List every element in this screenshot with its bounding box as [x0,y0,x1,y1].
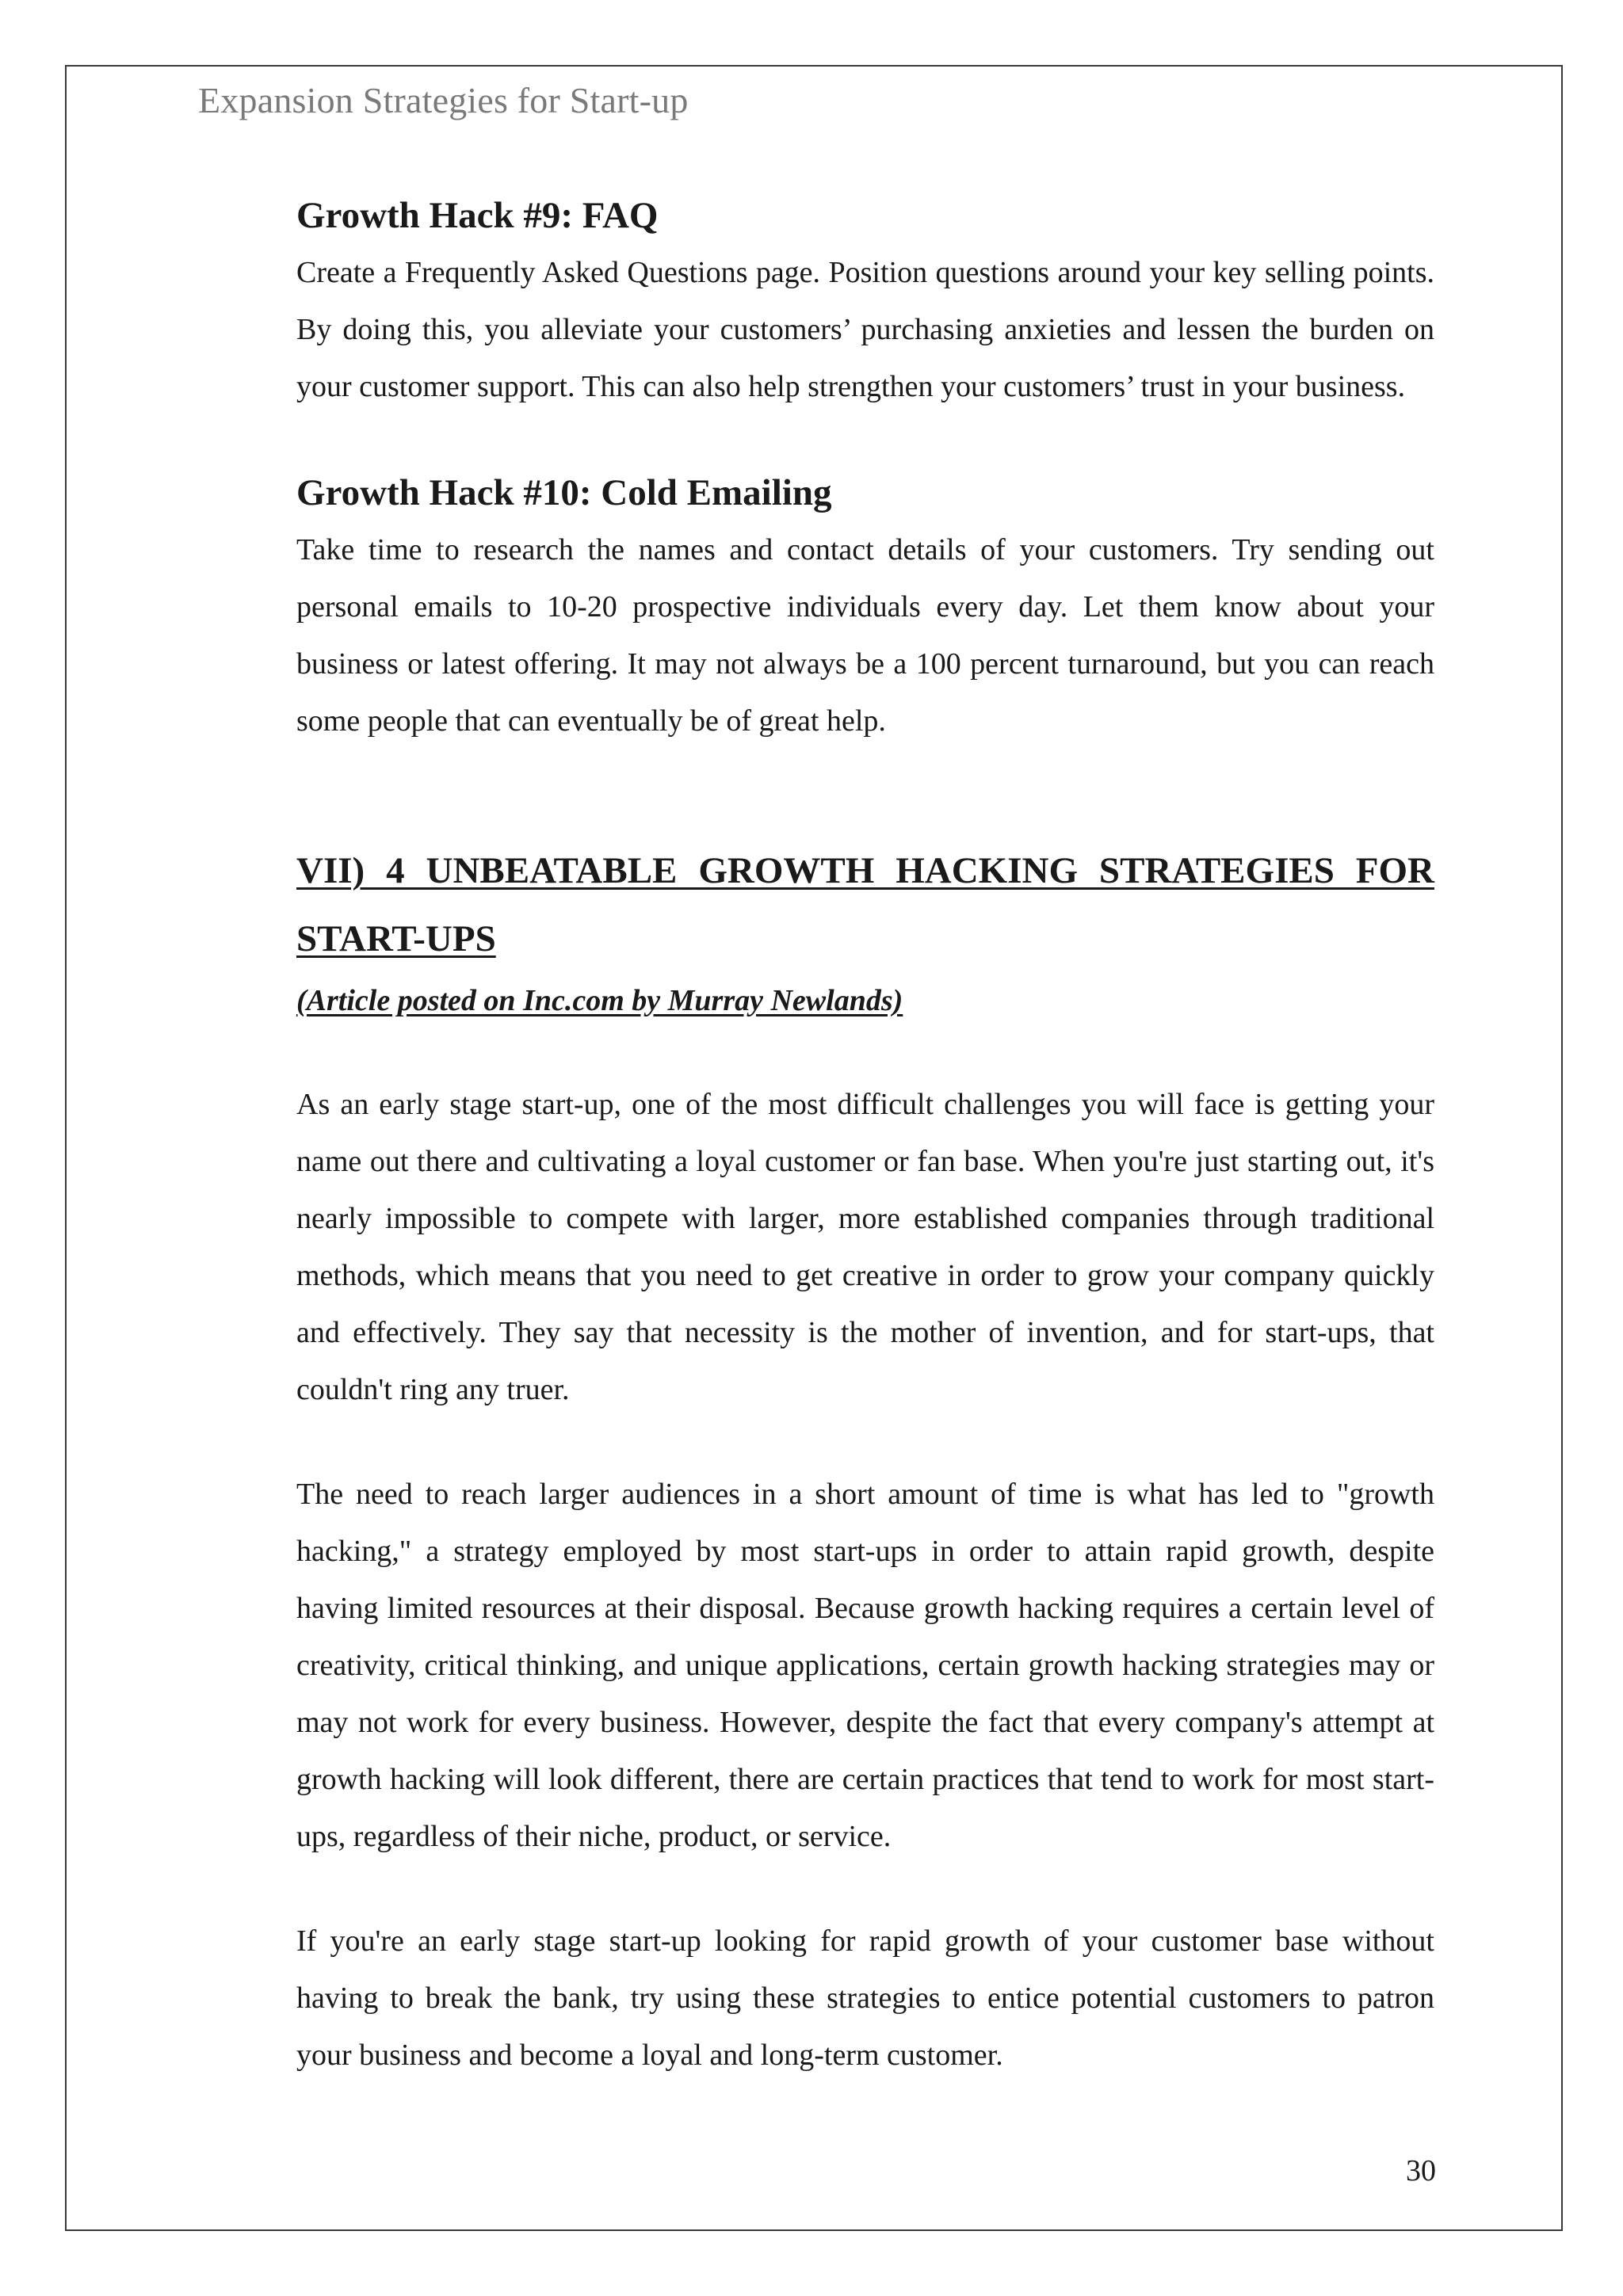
article-byline: (Article posted on Inc.com by Murray Newlands) [296,984,903,1017]
spacer [296,1865,1434,1913]
spacer [296,415,1434,464]
running-header: Expansion Strategies for Start-up [198,80,689,120]
page-content [296,187,1434,2084]
section-paragraph-3: If you're an early stage start-up looking for rapid growth of your customer base without having to break the bank, try using these strategies to entice potential customers to patron your business and become a loyal and long-term customer. [296,1924,1434,2072]
growth-hack-10-body: Take time to research the names and contact details of your customers. Try sending out personal emails to 10-20 prospective individuals every day. Let them know about your business or latest offering. It may not always be a 100 percent turnaround, but you can reach some people that can eventually be of great help. [296,533,1434,738]
section-paragraph-1: As an early stage start-up, one of the most difficult challenges you will face is getting your name out there and cultivating a loyal customer or fan base. When you're just starting out, it's nearly impossible to compete with larger, more established companies through traditional methods, which means that you need to get creative in order to grow your company quickly and effectively. They say that necessity is the mother of invention, and for start-ups, that couldn't ring any truer. [296,1088,1434,1406]
spacer [296,1418,1434,1466]
spacer [296,749,1434,837]
page-number: 30 [1406,2154,1436,2187]
growth-hack-9-heading: Growth Hack #9: FAQ [296,195,659,236]
growth-hack-10-heading: Growth Hack #10: Cold Emailing [296,472,832,513]
section-paragraph-2: The need to reach larger audiences in a short amount of time is what has led to "growth hacking," a strategy employed by most start-ups in order to attain rapid growth, despite having limited resources at their disposal. Because growth hacking requires a certain level of creativity, critical thinking, and unique applications, certain growth hacking strategies may or may not work for every business. However, despite the fact that every company's attempt at growth hacking will look different, there are certain practices that tend to work for most start-ups, regardless of their niche, product, or service. [296,1478,1434,1853]
growth-hack-9-body: Create a Frequently Asked Questions page. Position questions around your key selling points. By doing this, you alleviate your customers’ purchasing anxieties and lessen the burden on your customer support. This can also help strengthen your customers’ trust in your business. [296,256,1434,403]
section-title: VII) 4 UNBEATABLE GROWTH HACKING STRATEGIES FOR START-UPS [296,850,1434,959]
spacer [296,1028,1434,1076]
